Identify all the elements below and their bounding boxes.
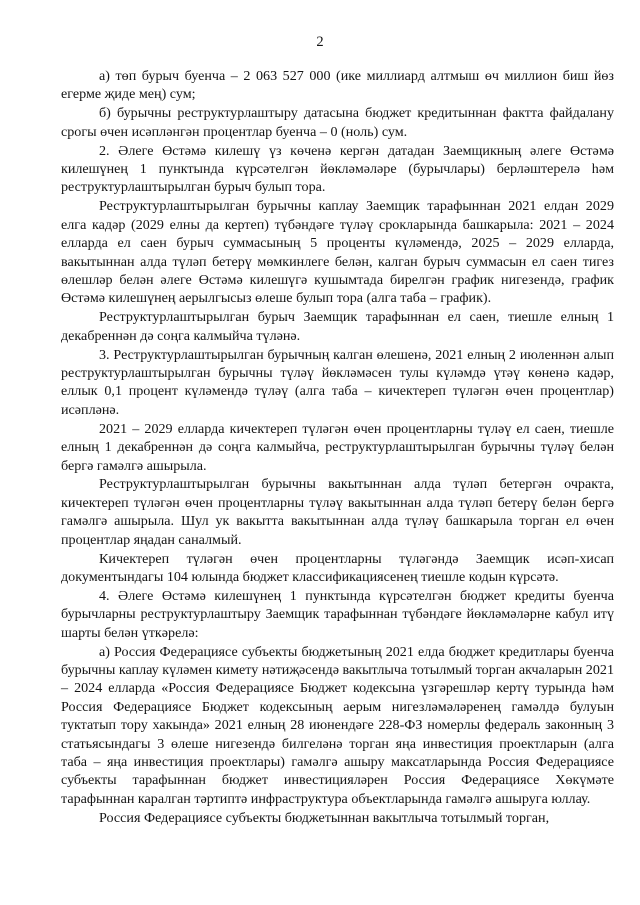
paragraph-early-repayment: Реструктурлаштырылган бурычны вакытыннан алда түләп бетергән очракта, кичектереп түләгән өчен процентларны түләү вакытыннан алда түләп бетерү белән бергә гамәлгә ашырыла. Шул ук вакытта вакытыннан алда түләү башкарыла торган ел өчен процентлар яңадан саналмый. [61,476,614,548]
paragraph-repayment-schedule: Реструктурлаштырылган бурычны каплау Заемщик тарафыннан 2021 елдан 2029 елга кадәр (2029 елны да кертеп) түбәндәге түләү срокларында башкарыла: 2021 – 2024 елларда ел саен бурыч суммасының 5 проценты күләмендә, 2025 – 2029 елларда, вакытыннан алда түләп бетерү мөмкинлеге белән, калган бурыч суммасын ел саен тигез өлешләр белән әлеге Өстәмә килешүгә кушымтада бирелгән график нигезендә, график Өстәмә килешүнең аерылгысыз өлеше булып тора (алга таба – график). [61,198,614,307]
document-body [61,67,614,828]
page-number: 2 [316,34,324,50]
paragraph-2-consolidation: 2. Әлеге Өстәмә килешү үз көченә кергән датадан Заемщикның әлеге Өстәмә килешүнең 1 пунктында күрсәтелгән йөкләмәләре (бурычлары) берләштерелә һәм реструктурлаштырылган бурыч булып тора. [61,142,614,196]
paragraph-interest-payment: 2021 – 2029 елларда кичектереп түләгән өчен процентларны түләү ел саен, тиешле елның 1 декабреннән дә соңга калмыйча, реструктурлаштырылган бурычны түләү белән бергә гамәлгә ашырыла. [61,420,614,474]
paragraph-budget-code: Кичектереп түләгән өчен процентларны түләгәндә Заемщик исәп-хисап документындагы 104 юлында бюджет классификациясенең тиешле кодын күрсәтә. [61,550,614,585]
paragraph-1a-principal-debt: а) төп бурыч буенча – 2 063 527 000 (ике миллиард алтмыш өч миллион биш йөз егерме җиде мең) сум; [61,68,614,103]
paragraph-continuation: Россия Федерациясе субъекты бюджетыннан вакытлыча тотылмый торган, [99,809,550,826]
paragraph-3-deferral-interest: 3. Реструктурлаштырылган бурычның калган өлешенә, 2021 елның 2 июленнән алып реструктурлаштырылган бурычны түләү йөкләмәсен тулы күләмдә үтәү көненә кадәр, еллык 0,1 процент күләмендә түләү (алга таба – кичектереп түләгән өчен процентлар) исәпләнә. [61,346,614,418]
paragraph-4a-investment: а) Россия Федерациясе субъекты бюджетының 2021 елда бюджет кредитлары буенча бурычны каплау күләмен кимету нәтиҗәсендә вакытлыча тотылмый торган акчаларын 2021 – 2024 елларда «Россия Федерациясе Бюджет кодексына үзгәрешләр кертү турында һәм Россия Федерациясе Бюджет кодексының аерым нигезләмәләренең гамәлдә булуын туктатып тору хакында» 2021 елның 28 июнендәге 228-ФЗ номерлы федераль законның 3 статьясындагы 3 өлеше нигезендә билгеләнә торган яңа инвестиция проектларын (алга таба – яңа инвестиция проектлары) гамәлгә ашыру максатларында Россия Федерациясе субъекты тарафыннан бюджет инвестицияләрен Россия Федерациясе Хөкүмәте тарафыннан каралган тәртиптә инфраструктура объектларында гамәлгә ашыруга юллау. [61,643,614,807]
paragraph-4-conditions: 4. Әлеге Өстәмә килешүнең 1 пунктында күрсәтелгән бюджет кредиты буенча бурычларны реструктурлаштыру Заемщик тарафыннан түбәндәге йөкләмәләрне кабул итү шарты белән үткәрелә: [61,587,614,641]
paragraph-1b-interest: б) бурычны реструктурлаштыру датасына бюджет кредитыннан фактта файдалану срогы өчен исәпләнгән процентлар буенча – 0 (ноль) сум. [61,105,614,140]
paragraph-annual-payment: Реструктурлаштырылган бурыч Заемщик тарафыннан ел саен, тиешле елның 1 декабреннән дә соңга калмыйча түләнә. [61,309,614,344]
